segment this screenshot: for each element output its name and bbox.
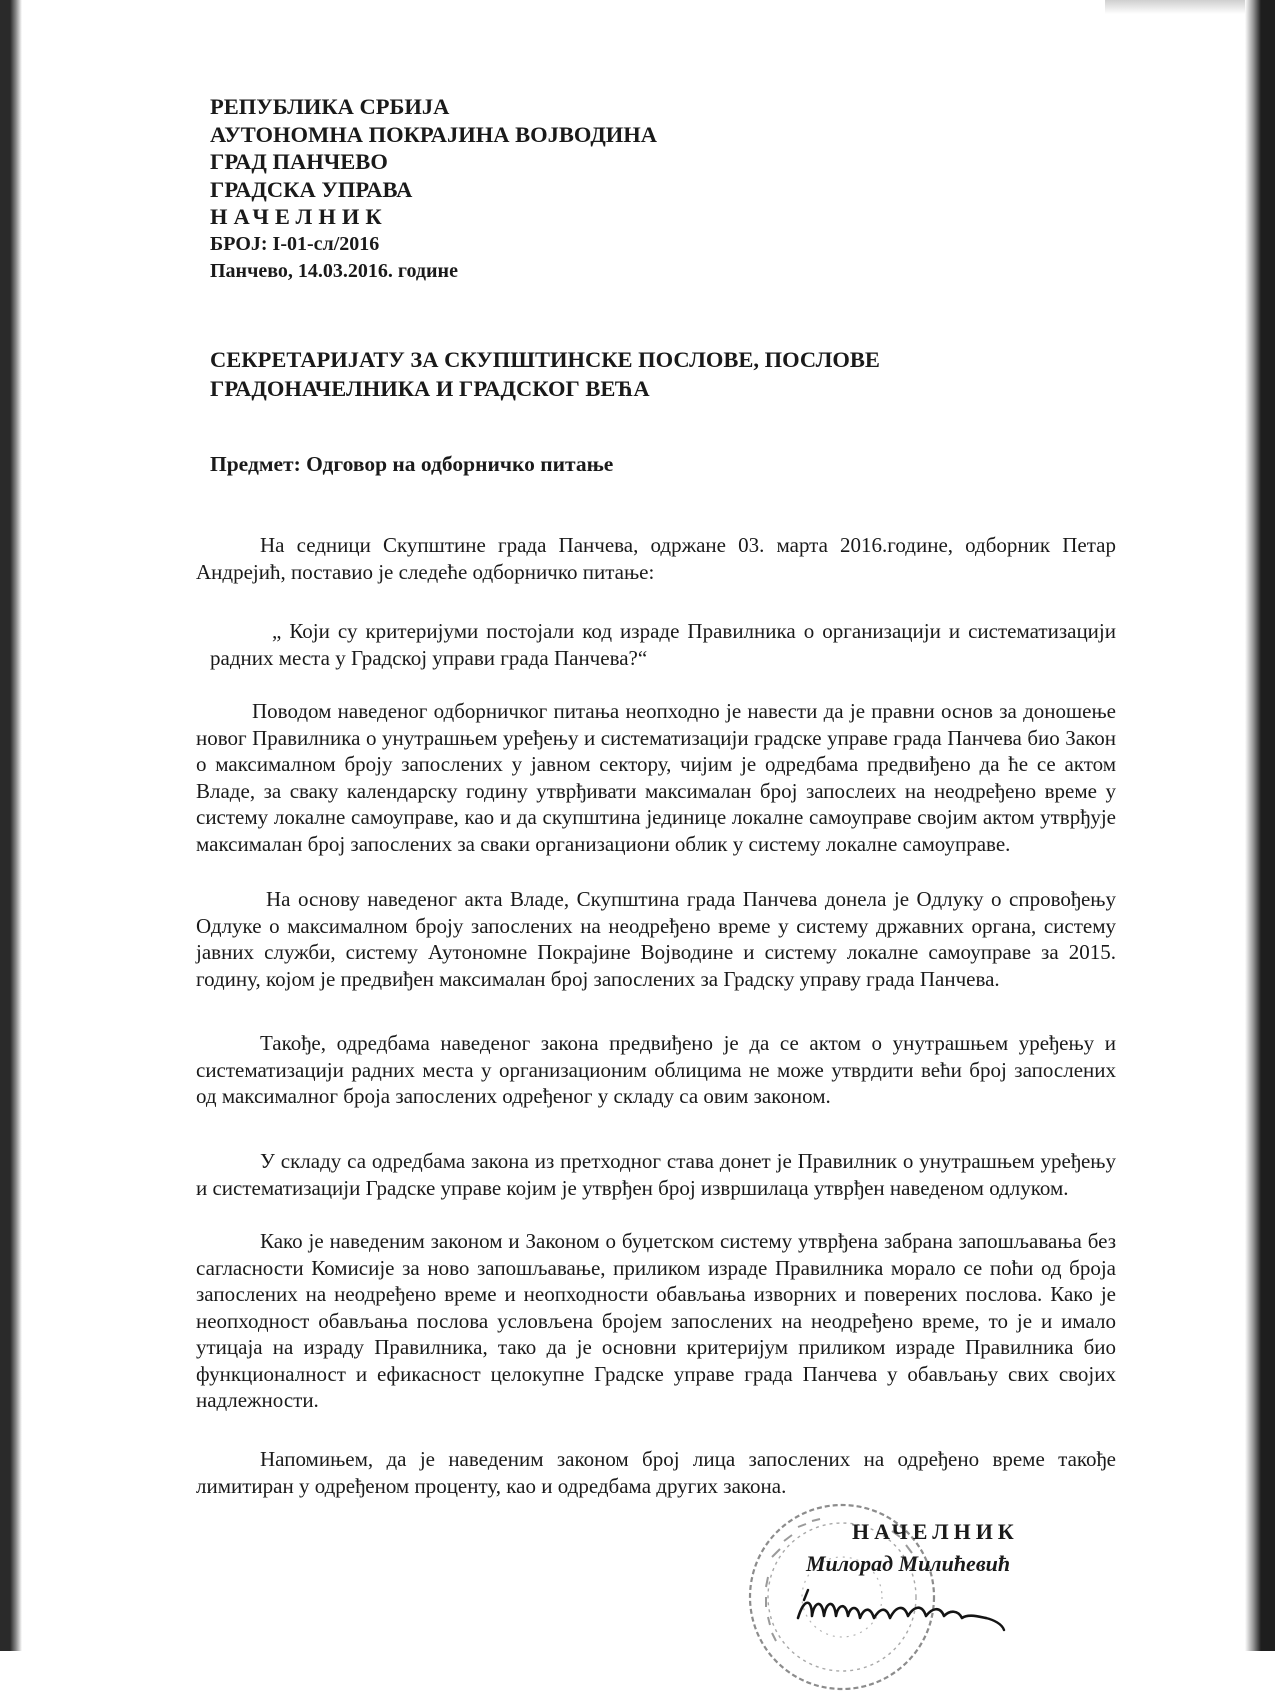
handwritten-signature [790, 1580, 1050, 1640]
addressee-line-2: ГРАДОНАЧЕЛНИКА И ГРАДСКОГ ВЕЋА [210, 376, 650, 401]
paragraph-criteria: Како је наведеним законом и Законом о буџетском систему утврђена забрана запошљавања без сагласности Комисије за ново запошљавање, приликом израде Правилника морало се поћи од броја запослених на неодређено време и неопходности обављања изворних и поверених послова. Како је неопходност обављања послова условљена бројем запослених на неодређено време, то је и имало утицаја на израду Правилника, тако да је основни критеријум приликом израде Правилника био функционалност и ефикасност целокупне Градске управе града Панчева у обављању свих својих надлежности. [196, 1229, 1116, 1412]
header-place-date: Панчево, 14.03.2016. године [210, 260, 458, 282]
header-republic: РЕПУБЛИКА СРБИЈА [210, 94, 450, 119]
header-province: АУТОНОМНА ПОКРАЈИНА ВОЈВОДИНА [210, 121, 658, 147]
scan-edge-top [1105, 0, 1245, 14]
paragraph-decision: На основу наведеног акта Владе, Скупштина града Панчева донела је Одлуку о спровођењу Одлуке о максималном броју запослених на неодређено време у систему државних органа, систему јавних служби, систему Аутономне Покрајине Војводине и систему локалне самоуправе за 2015. годину, којом је предвиђен максималан број запослених за Градску управу града Панчева. [196, 887, 1116, 991]
quoted-question: „ Који су критеријуми постојали код израде Правилника о организацији и систематизацији радних места у Градској управи града Панчева?“ [210, 619, 1116, 670]
addressee-line-1: СЕКРЕТАРИЈАТУ ЗА СКУПШТИНСКЕ ПОСЛОВЕ, ПОСЛОВЕ [210, 347, 880, 372]
header-number: БРОЈ: I-01-сл/2016 [210, 232, 380, 255]
addressee [210, 345, 880, 403]
paragraph-rulebook: У складу са одредбама закона из претходног става донет је Правилник о унутрашњем уређењу и систематизацији Градске управе којим је утврђен број извршилаца утврђен наведеном одлуком. [196, 1149, 1116, 1200]
paragraph-note: Напомињем, да је наведеним законом број лица запослених на одређено време такође лимитиран у одређеном проценту, као и одредбама других закона. [196, 1447, 1116, 1498]
subject-line: Предмет: Одговор на одборничко питање [210, 452, 614, 476]
scan-edge-right [1245, 0, 1275, 1651]
paragraph-legal-basis: Поводом наведеног одборничког питања неопходно је навести да је правни основ за доношење новог Правилника о унутрашњем уређењу и систематизацији градске управе града Панчева био Закон о максималном броју запослених у јавном сектору, чијим је одредбама предвиђено да ће се актом Владе, за сваку календарску годину утврђивати максималан број запослеих на неодређено време у систему локалне самоуправе, као и да скупштина јединице локалне самоуправе својим актом утврђује максималан број запослених за сваки организациони облик у систему локалне самоуправе. [196, 699, 1116, 856]
letterhead [210, 93, 657, 286]
header-administration: ГРАДСКА УПРАВА [210, 176, 413, 202]
scan-edge-left [0, 0, 22, 1651]
header-city: ГРАД ПАНЧЕВО [210, 149, 388, 174]
signer-title: НАЧЕЛНИК [852, 1519, 1019, 1544]
header-head: НАЧЕЛНИК [210, 204, 388, 229]
paragraph-law-provisions: Такође, одредбама наведеног закона предвиђено је да се актом о унутрашњем уређењу и систематизацији радних места у организационим облицима не може утврдити већи број запослених од максималног броја запослених одређеног у складу са овим законом. [196, 1031, 1116, 1108]
signer-name: Милорад Милићевић [806, 1551, 1011, 1576]
paragraph-intro: На седници Скупштине града Панчева, одржане 03. марта 2016.године, одборник Петар Андрејић, поставио је следеће одборничко питање: [196, 533, 1116, 584]
